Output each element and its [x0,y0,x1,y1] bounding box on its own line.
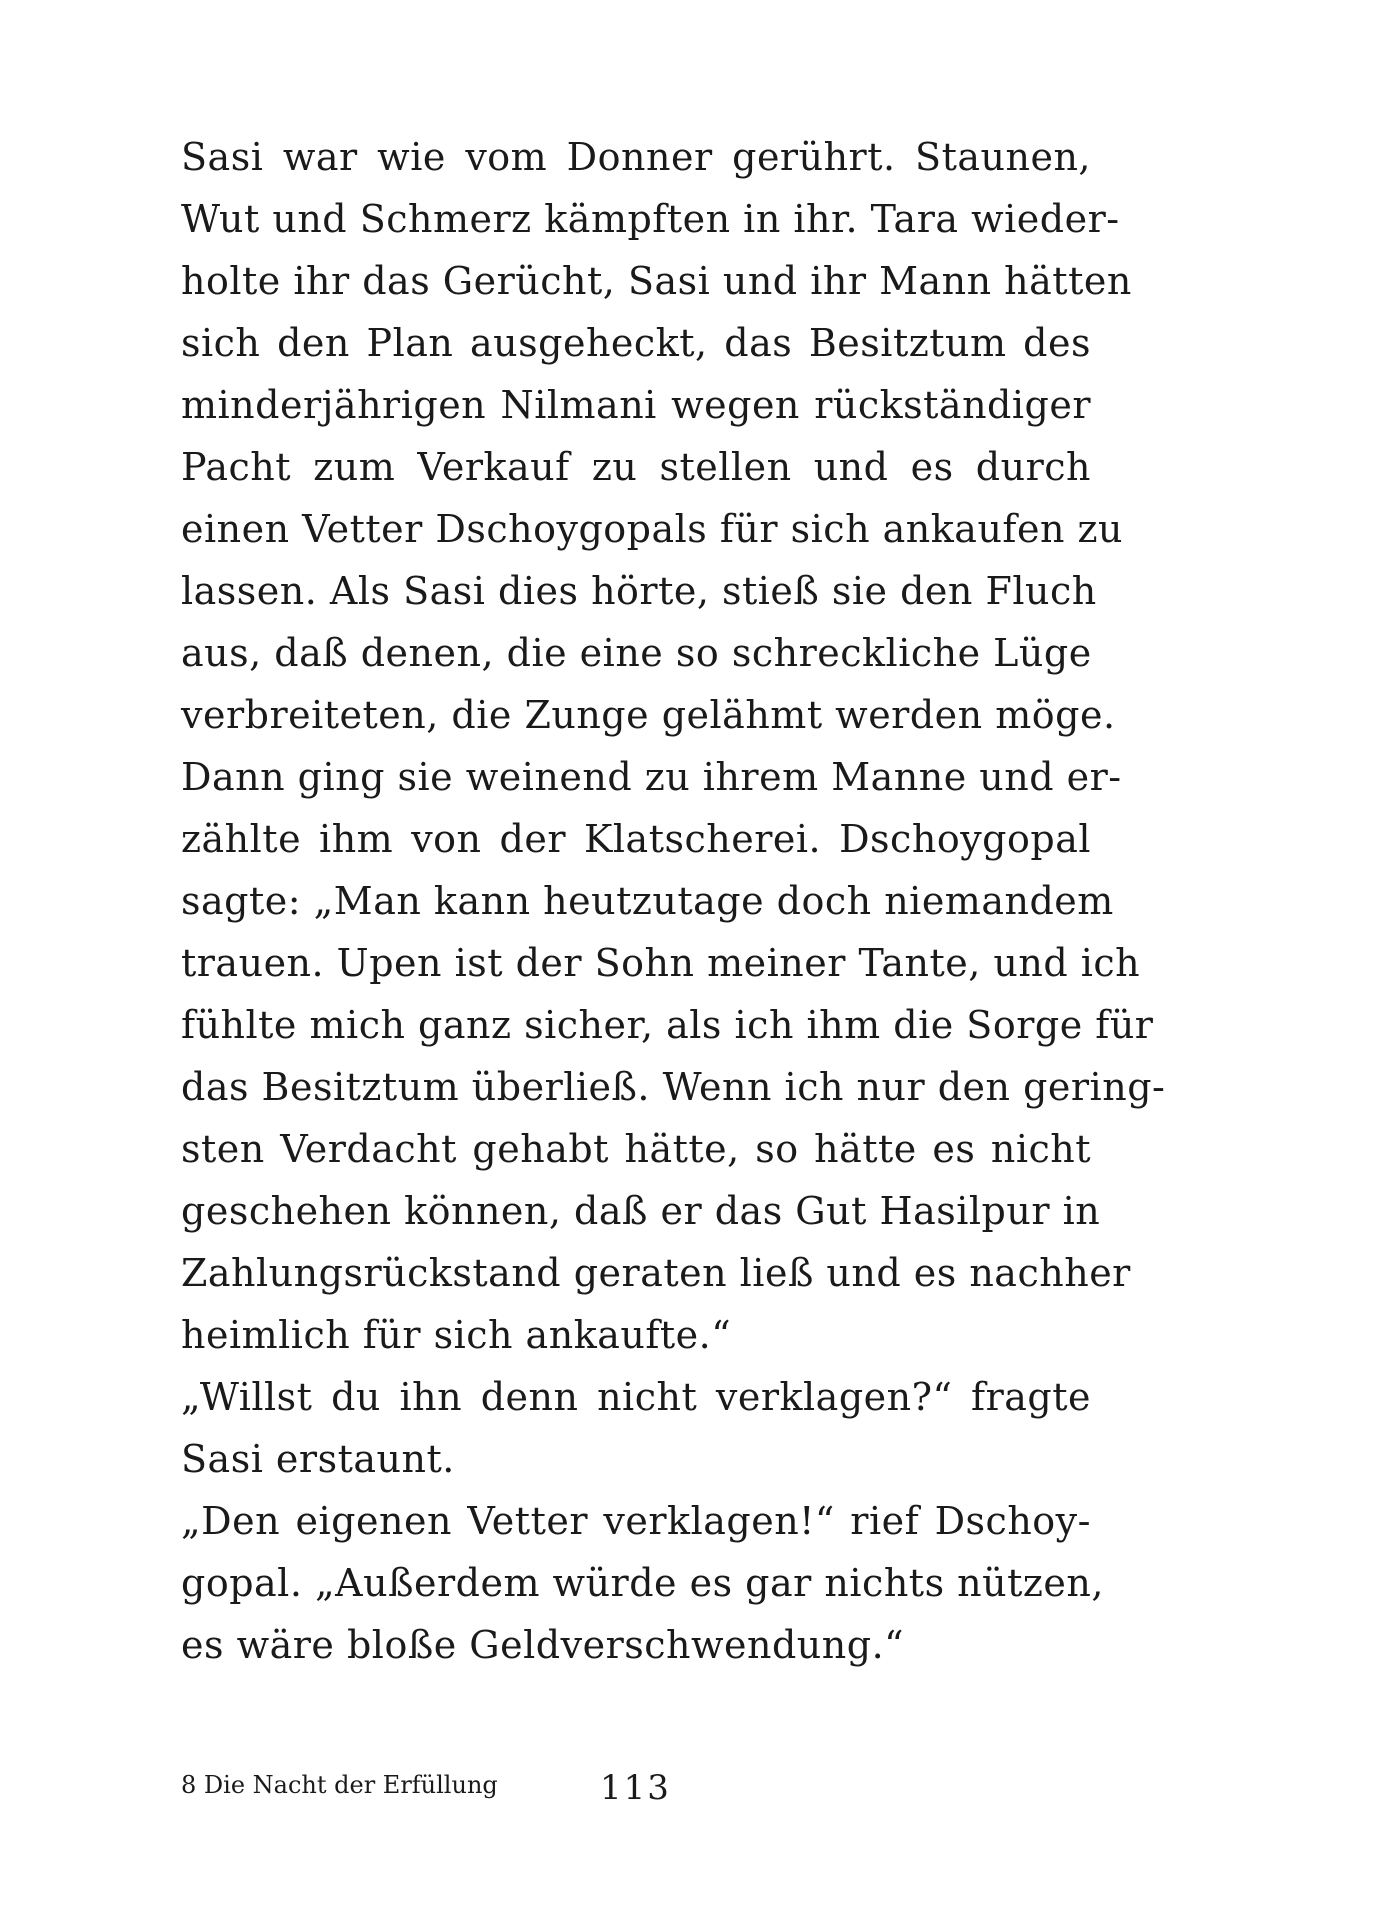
text-line: Wut und Schmerz kämpften in ihr. Tara wieder- [181,197,1120,241]
text-line: aus, daß denen, die eine so schreckliche Lüge [181,631,1092,675]
text-line: sagte: „Man kann heutzutage doch niemandem [181,879,1114,923]
text-line: heimlich für sich ankaufte.“ [181,1313,732,1357]
text-line: geschehen können, daß er das Gut Hasilpur in [181,1189,1101,1233]
text-line: gopal. „Außerdem würde es gar nichts nützen, [181,1561,1104,1605]
text-line: minderjährigen Nilmani wegen rückständiger [181,383,1091,427]
text-line: sten Verdacht gehabt hätte, so hätte es nicht [181,1127,1091,1171]
text-line: das Besitztum überließ. Wenn ich nur den gering- [181,1065,1166,1109]
text-line: verbreiteten, die Zunge gelähmt werden möge. [181,693,1116,737]
text-line: „Willst du ihn denn nicht verklagen?“ fragte [181,1375,1091,1419]
text-line: es wäre bloße Geldverschwendung.“ [181,1623,905,1667]
text-line: lassen. Als Sasi dies hörte, stieß sie den Fluch [181,569,1097,613]
text-line: sich den Plan ausgeheckt, das Besitztum des [181,321,1091,365]
text-line: „Den eigenen Vetter verklagen!“ rief Dschoy- [181,1499,1091,1543]
text-line: Pacht zum Verkauf zu stellen und es durch [181,445,1091,489]
text-line: Dann ging sie weinend zu ihrem Manne und er- [181,755,1122,799]
text-line: trauen. Upen ist der Sohn meiner Tante, und ich [181,941,1141,985]
page-number: 113 [600,1768,671,1808]
text-line: zählte ihm von der Klatscherei. Dschoygopal [181,817,1091,861]
text-line: Sasi war wie vom Donner gerührt. Staunen, [181,135,1091,179]
text-line: fühlte mich ganz sicher, als ich ihm die Sorge für [181,1003,1154,1047]
text-line: holte ihr das Gerücht, Sasi und ihr Mann hätten [181,259,1132,303]
printer-signature: 8 Die Nacht der Erfüllung [181,1771,498,1799]
text-line: Sasi erstaunt. [181,1437,455,1481]
text-line: Zahlungsrückstand geraten ließ und es nachher [181,1251,1131,1295]
text-line: einen Vetter Dschoygopals für sich ankaufen zu [181,507,1124,551]
